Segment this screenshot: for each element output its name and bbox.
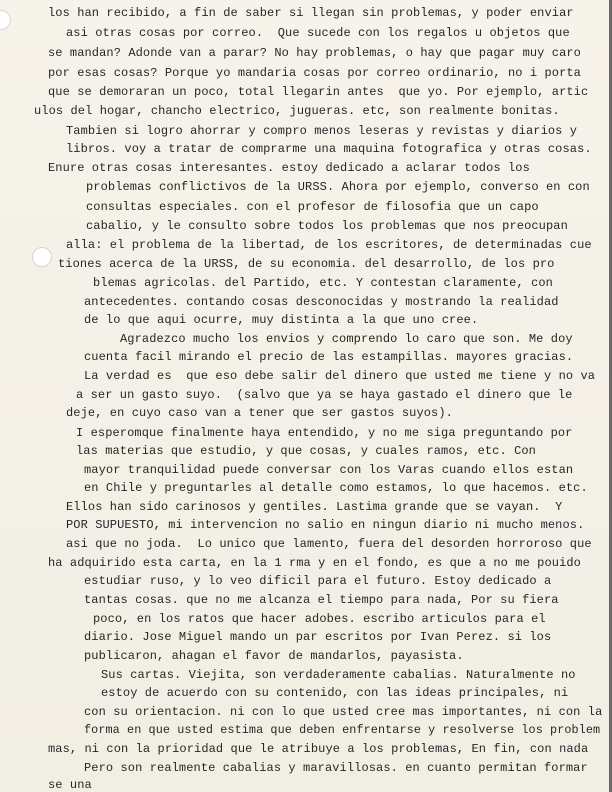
text-line: POR SUPUESTO, mi intervencion no salio en ningun diario ni mucho menos. [66, 518, 585, 532]
text-line: La verdad es que eso debe salir del dinero que usted me tiene y no va [84, 369, 596, 383]
text-line: Ellos han sido carinosos y gentiles. Lastima grande que se vayan. Y [66, 500, 563, 514]
text-line: consultas especiales. con el profesor de filosofia que un capo [86, 200, 539, 214]
text-line: diario. Jose Miguel mando un par escritos por Ivan Perez. si los [84, 630, 552, 644]
text-line: Pero son realmente cabalias y maravillosas. en cuanto permitan formar [84, 761, 588, 775]
text-line: cuenta facil mirando el precio de las estampillas. mayores gracias. [84, 350, 574, 364]
text-line: en Chile y preguntarles al detalle como estamos, lo que hacemos. etc. [84, 481, 588, 495]
text-line: blemas agricolas. del Partido, etc. Y contestan claramente, con [93, 276, 553, 290]
text-line: de lo que aqui ocurre, muy distinta a la que uno cree. [84, 313, 479, 327]
text-line: asi que no joda. Lo unico que lamento, fuera del desorden horroroso que [66, 537, 592, 551]
text-line: asi otras cosas por correo. Que sucede con los regalos u objetos que [66, 26, 570, 40]
text-line: con su orientacion. ni con lo que usted cree mas importantes, ni con la [84, 705, 603, 719]
text-line: problemas conflictivos de la URSS. Ahora por ejemplo, converso en con [86, 180, 590, 194]
text-line: las materias que estudio, y que cosas, y cuales ramos, etc. Con [76, 444, 536, 458]
text-line: ulos del hogar, chancho electrico, jugueras. etc, son realmente bonitas. [34, 104, 560, 118]
text-line: Enure otras cosas interesantes. estoy dedicado a aclarar todos los [48, 161, 530, 175]
text-line: I esperomque finalmente haya entendido, y no me siga preguntando por [76, 426, 573, 440]
text-line: publicaron, ahagan el favor de mandarlos, payasista. [84, 649, 464, 663]
text-line: los han recibido, a fin de saber si llegan sin problemas, y poder enviar [48, 6, 574, 20]
text-line: se mandan? Adonde van a parar? No hay problemas, o hay que pagar muy caro [48, 46, 581, 60]
text-line: tantas cosas. que no me alcanza el tiempo para nada, Por su fiera [84, 593, 559, 607]
text-line: Tambien si logro ahorrar y compro menos leseras y revistas y diarios y [66, 124, 578, 138]
text-line: por esas cosas? Porque yo mandaria cosas por correo ordinario, no i porta [48, 66, 581, 80]
text-line: se una [48, 778, 92, 792]
text-line: Sus cartas. Viejita, son verdaderamente cabalias. Naturalmente no [101, 668, 576, 682]
text-line: tiones acerca de la URSS, de su economia. del desarrollo, de los pro [58, 257, 555, 271]
text-line: que se demoraran un poco, total llegarin antes que yo. Por ejemplo, artic [48, 85, 589, 99]
text-line: estoy de acuerdo con su contenido, con las ideas principales, ni [101, 686, 569, 700]
text-line: deje, en cuyo caso van a tener que ser gastos suyos). [66, 406, 453, 420]
text-line: antecedentes. contando cosas desconocidas y mostrando la realidad [84, 295, 559, 309]
text-line: poco, en los ratos que hacer adobes. escribo articulos para el [93, 612, 546, 626]
text-line: mas, ni con la prioridad que le atribuye a los problemas, En fin, con nada [48, 742, 589, 756]
text-line: estudiar ruso, y lo veo dificil para el futuro. Estoy dedicado a [84, 574, 552, 588]
text-line: forma en que usted estima que deben enfrentarse y resolverse los problem [84, 723, 601, 737]
text-line: ha adquirido esta carta, en la 1 rma y en el fondo, es que a no me pouido [48, 556, 581, 570]
text-line: cabalio, y le consulto sobre todos los problemas que nos preocupan [86, 219, 568, 233]
text-line: Agradezco mucho los envios y comprendo lo caro que son. Me doy [120, 332, 573, 346]
text-line: alla: el problema de la libertad, de los escritores, de determinadas cue [66, 238, 592, 252]
text-line: a ser un gasto suyo. (salvo que ya se haya gastado el dinero que le [76, 388, 573, 402]
text-line: libros. voy a tratar de comprarme una maquina fotografica y otras cosas. [66, 142, 592, 156]
text-line: mayor tranquilidad puede conversar con los Varas cuando ellos estan [84, 463, 574, 477]
